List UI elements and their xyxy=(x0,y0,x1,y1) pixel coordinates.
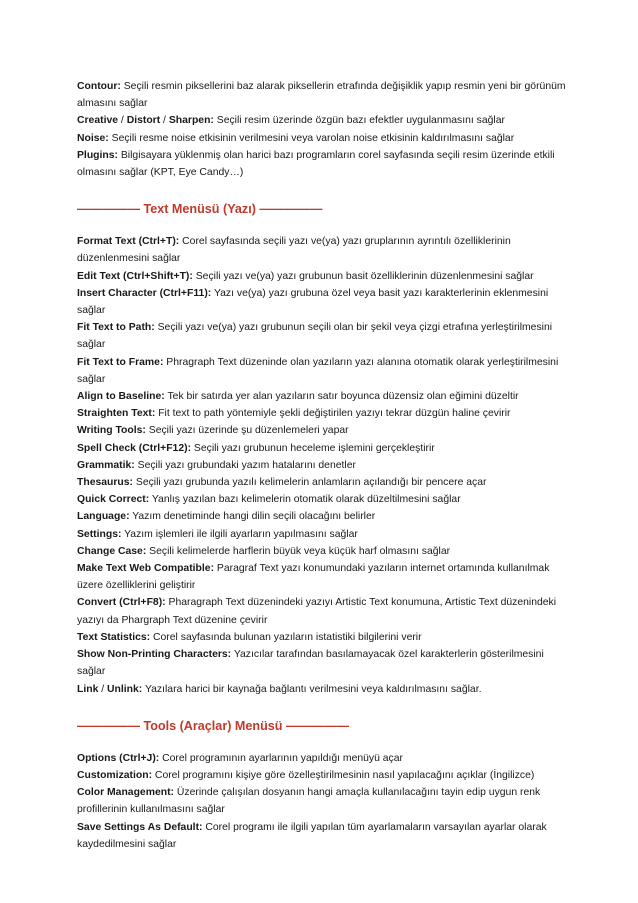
entry-desc: Pharagraph Text düzenindeki yazıyı Artistic Text konumuna, Artistic Text düzenindeki yazıyı da Phargraph Text düzenine çevirir xyxy=(77,597,557,626)
entry-term: Align to Baseline: xyxy=(77,391,165,403)
entry-settings xyxy=(77,526,567,543)
entry-straighten-text xyxy=(77,405,567,422)
entry-grammatik xyxy=(77,457,567,474)
entry-desc: Seçili yazı grubundaki yazım hatalarını denetler xyxy=(134,459,356,471)
entry-plugins xyxy=(77,147,567,181)
entry-desc: Corel sayfasında seçili yazı ve(ya) yazı gruplarının ayrıntılı özelliklerinin düzenlenmesini sağlar xyxy=(77,236,511,265)
entry-thesaurus xyxy=(77,474,567,491)
entry-desc: Yanlış yazılan bazı kelimelerin otomatik olarak düzeltilmesini sağlar xyxy=(149,494,461,506)
entry-desc: Seçili yazı ve(ya) yazı grubunun basit özelliklerinin düzenlenmesini sağlar xyxy=(192,270,534,282)
entry-term: Settings: xyxy=(77,528,122,540)
entry-term: Text Statistics: xyxy=(77,631,151,643)
entry-desc: Seçili resmin piksellerini baz alarak piksellerin etrafında değişiklik yapıp resmin yeni bir görünüm almasını sağlar xyxy=(77,81,566,110)
entry-term: Distort xyxy=(126,115,161,127)
entry-term: Spell Check (Ctrl+F12): xyxy=(77,442,192,454)
entry-link-unlink xyxy=(77,681,567,698)
entry-desc: Seçili yazı grubunun heceleme işlemini gerçekleştirir xyxy=(191,442,435,454)
entry-fit-text-to-frame xyxy=(77,354,567,388)
entry-term: Thesaurus: xyxy=(77,477,134,489)
entry-desc: Bilgisayara yüklenmiş olan harici bazı programların corel sayfasında seçili resim üzerinde etkili olmasını sağlar (KPT, Eye Candy…) xyxy=(77,149,555,179)
entry-desc: Seçili yazı grubunda yazılı kelimelerin anlamların açılandığı bir pencere açar xyxy=(133,477,487,489)
entry-separator: / xyxy=(118,115,127,127)
entry-align-to-baseline xyxy=(77,388,567,405)
entry-save-settings-as-default xyxy=(77,819,567,853)
entry-desc: Üzerinde çalışılan dosyanın hangi amaçla kullanılacağını tayin edip uygun renk profillerinin kullanılmasını sağlar xyxy=(77,787,541,816)
entry-desc: Yazı ve(ya) yazı grubuna özel veya basit yazı karakterlerinin eklenmesini sağlar xyxy=(77,287,549,317)
entry-noise xyxy=(77,130,567,147)
entry-desc: Corel programını kişiye göre özelleştirilmesinin nasıl yapılacağını açıklar (İngilizce) xyxy=(152,769,535,781)
entry-desc: Seçili resme noise etkisinin verilmesini veya varolan noise etkisinin kaldırılmasını sağlar xyxy=(108,132,515,144)
entry-desc: Seçili resim üzerinde özgün bazı efektler uygulanmasını sağlar xyxy=(213,115,505,127)
entry-desc: Tek bir satırda yer alan yazıların satır boyunca düzensiz olan eğimini düzeltir xyxy=(164,391,519,403)
entry-desc: Paragraf Text yazı konumundaki yazıların internet ortamında kullanılmak üzere özelliklerini geliştirir xyxy=(77,563,550,592)
entry-term: Contour: xyxy=(77,81,121,92)
entry-desc: Seçili yazı üzerinde şu düzenlemeleri yapar xyxy=(145,425,349,437)
entry-insert-character xyxy=(77,285,567,319)
entry-color-management xyxy=(77,784,567,818)
entry-language xyxy=(77,508,567,525)
entry-term: Plugins: xyxy=(77,149,118,161)
document-page xyxy=(77,78,567,853)
entry-term: Change Case: xyxy=(77,545,147,557)
entry-term: Unlink: xyxy=(107,683,143,695)
entry-term: Sharpen: xyxy=(168,115,214,127)
entry-term: Straighten Text: xyxy=(77,408,156,420)
entry-desc: Corel programının ayarlarının yapıldığı menüyü açar xyxy=(159,752,403,764)
entry-term: Insert Character (Ctrl+F11): xyxy=(77,287,212,299)
entry-change-case xyxy=(77,543,567,560)
entry-term: Grammatik: xyxy=(77,459,135,471)
entry-desc: Fit text to path yöntemiyle şekli değiştirilen yazıyı tekrar düzgün haline çevirir xyxy=(155,408,511,420)
entry-term: Customization: xyxy=(77,769,153,781)
entry-desc: Corel programı ile ilgili yapılan tüm ayarlamaların varsayılan ayarlar olarak kaydedilmesini sağlar xyxy=(77,821,547,850)
entry-term: Make Text Web Compatible: xyxy=(77,563,215,575)
entry-creative-distort-sharpen xyxy=(77,112,567,129)
entry-format-text xyxy=(77,233,567,267)
entry-desc: Phragraph Text düzeninde olan yazıların yazı alanına otomatik olarak yerleştirilmesini sağlar xyxy=(77,356,559,385)
entry-desc: Seçili kelimelerde harflerin büyük veya küçük harf olmasını sağlar xyxy=(146,545,451,557)
entry-writing-tools xyxy=(77,422,567,439)
entry-term: Format Text (Ctrl+T): xyxy=(77,236,180,248)
entry-term: Quick Correct: xyxy=(77,494,150,506)
entry-separator: / xyxy=(98,683,108,695)
entry-term: Options (Ctrl+J): xyxy=(77,752,160,764)
entry-term: Save Settings As Default: xyxy=(77,821,203,833)
entry-desc: Seçili yazı ve(ya) yazı grubunun seçili olan bir şekil veya çizgi etrafına yerleştirilmesini sağlar xyxy=(77,322,553,351)
entry-term: Fit Text to Path: xyxy=(77,322,155,334)
entry-text-statistics xyxy=(77,629,567,646)
entry-term: Color Management: xyxy=(77,787,174,799)
entry-term: Fit Text to Frame: xyxy=(77,356,164,368)
section-heading-text-menu: ————— Text Menüsü (Yazı) ————— xyxy=(77,202,323,217)
entry-options xyxy=(77,750,567,767)
entry-term: Link xyxy=(77,683,99,695)
entry-contour xyxy=(77,78,567,112)
entry-separator: / xyxy=(160,115,169,127)
entry-quick-correct xyxy=(77,491,567,508)
entry-convert xyxy=(77,594,567,628)
entry-term: Edit Text (Ctrl+Shift+T): xyxy=(77,270,193,282)
entry-show-non-printing-characters xyxy=(77,646,567,680)
entry-term: Language: xyxy=(77,511,130,523)
entry-edit-text xyxy=(77,268,567,285)
section-heading-tools-menu: ————— Tools (Araçlar) Menüsü ————— xyxy=(77,718,349,733)
entry-term: Convert (Ctrl+F8): xyxy=(77,597,166,609)
entry-term: Noise: xyxy=(77,132,109,144)
entry-desc: Yazılara harici bir kaynağa bağlantı verilmesini veya kaldırılmasını sağlar. xyxy=(142,683,482,695)
entry-make-text-web-compatible xyxy=(77,560,567,594)
entry-desc: Yazım işlemleri ile ilgili ayarların yapılmasını sağlar xyxy=(121,528,358,540)
entry-term: Show Non-Printing Characters: xyxy=(77,649,232,661)
entry-customization xyxy=(77,767,567,784)
entry-desc: Corel sayfasında bulunan yazıların istatistiki bilgilerini verir xyxy=(150,631,422,643)
entry-desc: Yazıcılar tarafından basılamayacak özel karakterlerin gösterilmesini sağlar xyxy=(77,649,544,678)
entry-term: Creative xyxy=(77,115,119,127)
entry-spell-check xyxy=(77,440,567,457)
entry-term: Writing Tools: xyxy=(77,425,146,437)
entry-desc: Yazım denetiminde hangi dilin seçili olacağını belirler xyxy=(129,511,376,523)
entry-fit-text-to-path xyxy=(77,319,567,353)
